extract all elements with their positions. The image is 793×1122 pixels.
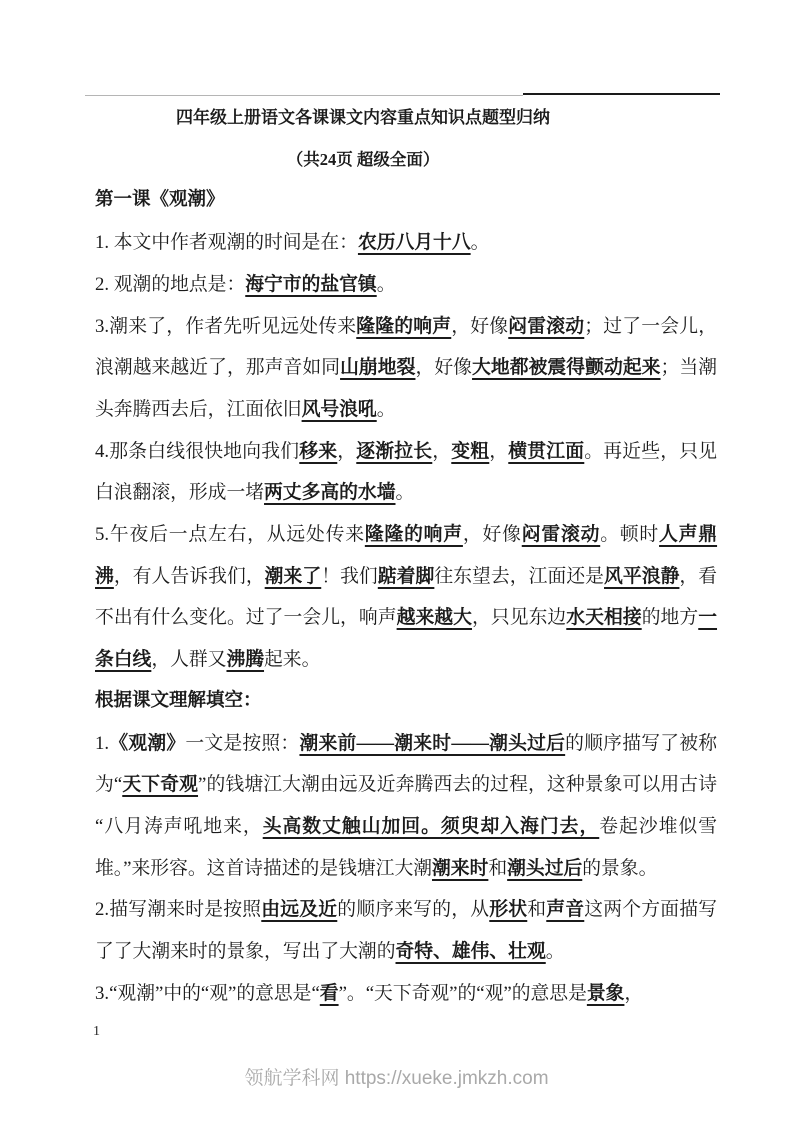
key-term: 踮着脚	[377, 565, 435, 587]
key-term: 逐渐拉长	[356, 440, 433, 462]
text-run: ，	[489, 440, 509, 462]
text-run: ”。“天下奇观”的“观”的意思是	[338, 982, 587, 1004]
key-term: 山崩地裂	[340, 357, 416, 379]
text-run: ，有人告诉我们，	[113, 565, 265, 587]
key-term: 《观潮》	[109, 732, 186, 754]
text-run: 一文是按照：	[185, 732, 300, 754]
key-term: 潮来了	[264, 565, 322, 587]
key-term: 移来	[299, 440, 338, 462]
lesson-paragraph-2	[95, 264, 717, 306]
document-title: 四年级上册语文各课课文内容重点知识点题型归纳	[176, 108, 550, 127]
text-run: 。	[376, 273, 396, 295]
fill-paragraph-3	[95, 973, 717, 1015]
text-run: 的景象。	[582, 857, 658, 879]
text-run: ，人群又	[151, 649, 227, 671]
footer-watermark: 领航学科网 https://xueke.jmkzh.com	[244, 1068, 549, 1089]
text-run: ！我们	[321, 565, 378, 587]
text-run: ；当潮头奔腾西去后，江面依旧	[95, 357, 718, 420]
text-run: 1. 本文中作者观潮的时间是在：	[95, 232, 358, 254]
key-term: 潮来前——潮来时——潮头过后	[299, 732, 566, 754]
fill-paragraph-1	[95, 723, 717, 890]
key-term: 隆隆的响声	[364, 524, 463, 546]
text-run: 起来。	[264, 649, 321, 671]
text-run: 往东望去，江面还是	[434, 565, 605, 587]
key-term: 形状	[489, 899, 528, 921]
key-term: 景象	[586, 982, 625, 1004]
key-term: 海宁市的盐官镇	[245, 273, 377, 295]
document-subtitle: （共24页 超级全面）	[286, 149, 440, 169]
lesson-paragraph-3	[95, 306, 717, 431]
text-run: ，好像	[451, 315, 509, 337]
text-run: 。顿时	[600, 524, 660, 546]
text-run: 。	[395, 482, 415, 504]
text-run: 和	[488, 857, 508, 879]
key-term: 越来越大	[396, 607, 473, 629]
key-term: 隆隆的响声	[356, 315, 452, 337]
key-term: 变粗	[451, 440, 490, 462]
text-run: ，看不出有什么变化。过了一会儿，响声	[95, 565, 718, 629]
text-run: 的顺序来写的，从	[337, 899, 490, 921]
key-term: 风平浪静	[604, 565, 680, 587]
key-term: 声音	[546, 899, 585, 921]
text-run: ，好像	[462, 524, 522, 546]
page-number: 1	[93, 1024, 100, 1039]
text-run: ，只见东边	[472, 607, 567, 629]
fill-paragraph-2	[95, 889, 717, 972]
key-term: 闷雷滚动	[521, 524, 601, 546]
key-term: 潮头过后	[507, 857, 583, 879]
document-content	[95, 97, 717, 1014]
text-run: 2. 观潮的地点是：	[95, 273, 246, 295]
lesson-paragraph-4	[95, 431, 717, 514]
key-term: 风号浪吼	[301, 398, 377, 420]
text-run: 。	[376, 398, 396, 420]
text-run: 3.“观潮”中的“观”的意思是“	[95, 982, 320, 1004]
key-term: 潮来时	[432, 857, 489, 879]
lesson-heading: 第一课《观潮》	[95, 190, 225, 211]
text-run: ，	[432, 440, 452, 462]
header-rule-dark	[523, 93, 720, 95]
lesson-paragraphs	[95, 222, 717, 681]
text-run: ；过了一会儿，浪潮越来越近了，那声音如同	[95, 315, 718, 379]
key-term: 奇特、雄伟、壮观	[395, 941, 546, 963]
text-run: 这两个方面描写了了大潮来时的景象，写出了大潮的	[95, 899, 718, 963]
text-run: ，好像	[415, 357, 473, 379]
text-run: 1.	[95, 732, 110, 754]
lesson-paragraph-1	[95, 222, 717, 264]
key-term: 由远及近	[261, 899, 338, 921]
text-run: 的地方	[641, 607, 699, 629]
key-term: 人声鼎沸	[95, 524, 718, 587]
key-term: 沸腾	[226, 649, 265, 671]
key-term: 一条白线	[95, 607, 718, 671]
header-rule-light	[85, 95, 523, 96]
text-run: 卷起沙堆似雪堆。”来形容。这首诗描述的是钱塘江大潮	[95, 815, 718, 879]
key-term: 大地都被震得颤动起来	[472, 357, 661, 379]
key-term: 闷雷滚动	[508, 315, 585, 337]
key-term: 水天相接	[566, 607, 642, 629]
text-run: 。再近些，只见白浪翻滚，形成一堵	[95, 440, 718, 504]
lesson-paragraph-5	[95, 514, 717, 681]
text-run: ”的钱塘江大潮由远及近奔腾西去的过程，这种景象可以用古诗“八月涛声吼地来，	[95, 774, 717, 837]
fill-in-paragraphs	[95, 723, 717, 1015]
text-run: 。	[545, 941, 565, 963]
key-term: 农历八月十八	[357, 232, 471, 254]
key-term: 天下奇观	[122, 774, 199, 796]
text-run: ，	[624, 982, 644, 1004]
text-run: ，	[337, 440, 357, 462]
key-term: 两丈多高的水墙	[264, 482, 396, 504]
text-run: 3.潮来了，作者先听见远处传来	[95, 315, 357, 337]
key-term: 横贯江面	[508, 440, 585, 462]
key-term: 头高数丈触山加回。须臾却入海门去，	[262, 815, 600, 837]
fill-in-heading: 根据课文理解填空：	[95, 690, 262, 711]
text-run: 和	[527, 899, 547, 921]
text-run: 。	[470, 232, 490, 254]
text-run: 2.描写潮来时是按照	[95, 899, 262, 921]
text-run: 5.午夜后一点左右，从远处传来	[95, 524, 365, 546]
text-run: 4.那条白线很快地向我们	[95, 440, 300, 462]
text-run: 的顺序描写了被称为“	[95, 732, 718, 796]
key-term: 看	[319, 982, 339, 1004]
